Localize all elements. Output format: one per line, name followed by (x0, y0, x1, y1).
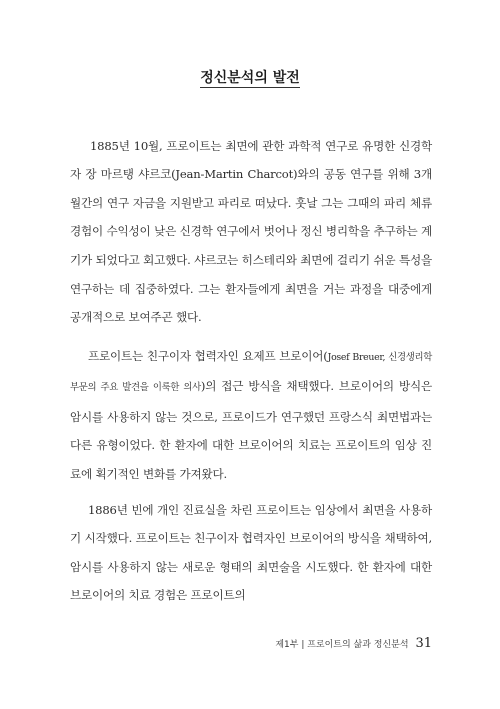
paragraph-2 (70, 342, 432, 489)
paragraph-2-text-end: )의 접근 방식을 채택했다. 브로이어의 방식은 암시를 사용하지 않는 것으로, 프로이드가 연구했던 프랑스식 최면법과는 다른 유형이었다. 한 환자에 대한 브로이어의 치료는 프로이트의 임상 진료에 획기적인 변화를 가져왔다. (70, 379, 432, 481)
paragraph-1: 1885년 10월, 프로이트는 최면에 관한 과학적 연구로 유명한 신경학자 장 마르탱 샤르코(Jean-Martin Charcot)와의 공동 연구를 위해 3개월간의 연구 자금을 지원받고 파리로 떠났다. 훗날 그는 그때의 파리 체류 경험이 수익성이 낮은 신경학 연구에서 벗어나 정신 병리학을 추구하는 계기가 되었다고 회고했다. 샤르코는 히스테리와 최면에 걸리기 쉬운 특성을 연구하는 데 집중하였다. 그는 환자들에게 최면을 거는 과정을 대중에게 공개적으로 보여주곤 했다. (70, 138, 432, 325)
section-heading (0, 67, 500, 87)
section-heading-text: 정신분석의 발전 (200, 70, 300, 86)
paragraph-3: 1886년 빈에 개인 진료실을 차린 프로이트는 임상에서 최면을 사용하기 시작했다. 프로이트는 친구이자 협력자인 브로이어의 방식을 채택하여, 암시를 사용하지 않는 새로운 형태의 최면술을 시도했다. 한 환자에 대한 브로이어의 치료 경험은 프로이트의 (70, 502, 432, 603)
paragraph-2-inline-note: Josef Breuer, 신경생리학 부문의 주요 발견을 이룩한 의사 (70, 351, 432, 394)
running-head: 제1부 | 프로이트의 삶과 정신분석 (275, 640, 409, 650)
page-number: 31 (415, 636, 432, 651)
page-footer (275, 636, 432, 651)
paragraph-2-text-start: 프로이트는 친구이자 협력자인 요제프 브로이어( (88, 348, 328, 363)
